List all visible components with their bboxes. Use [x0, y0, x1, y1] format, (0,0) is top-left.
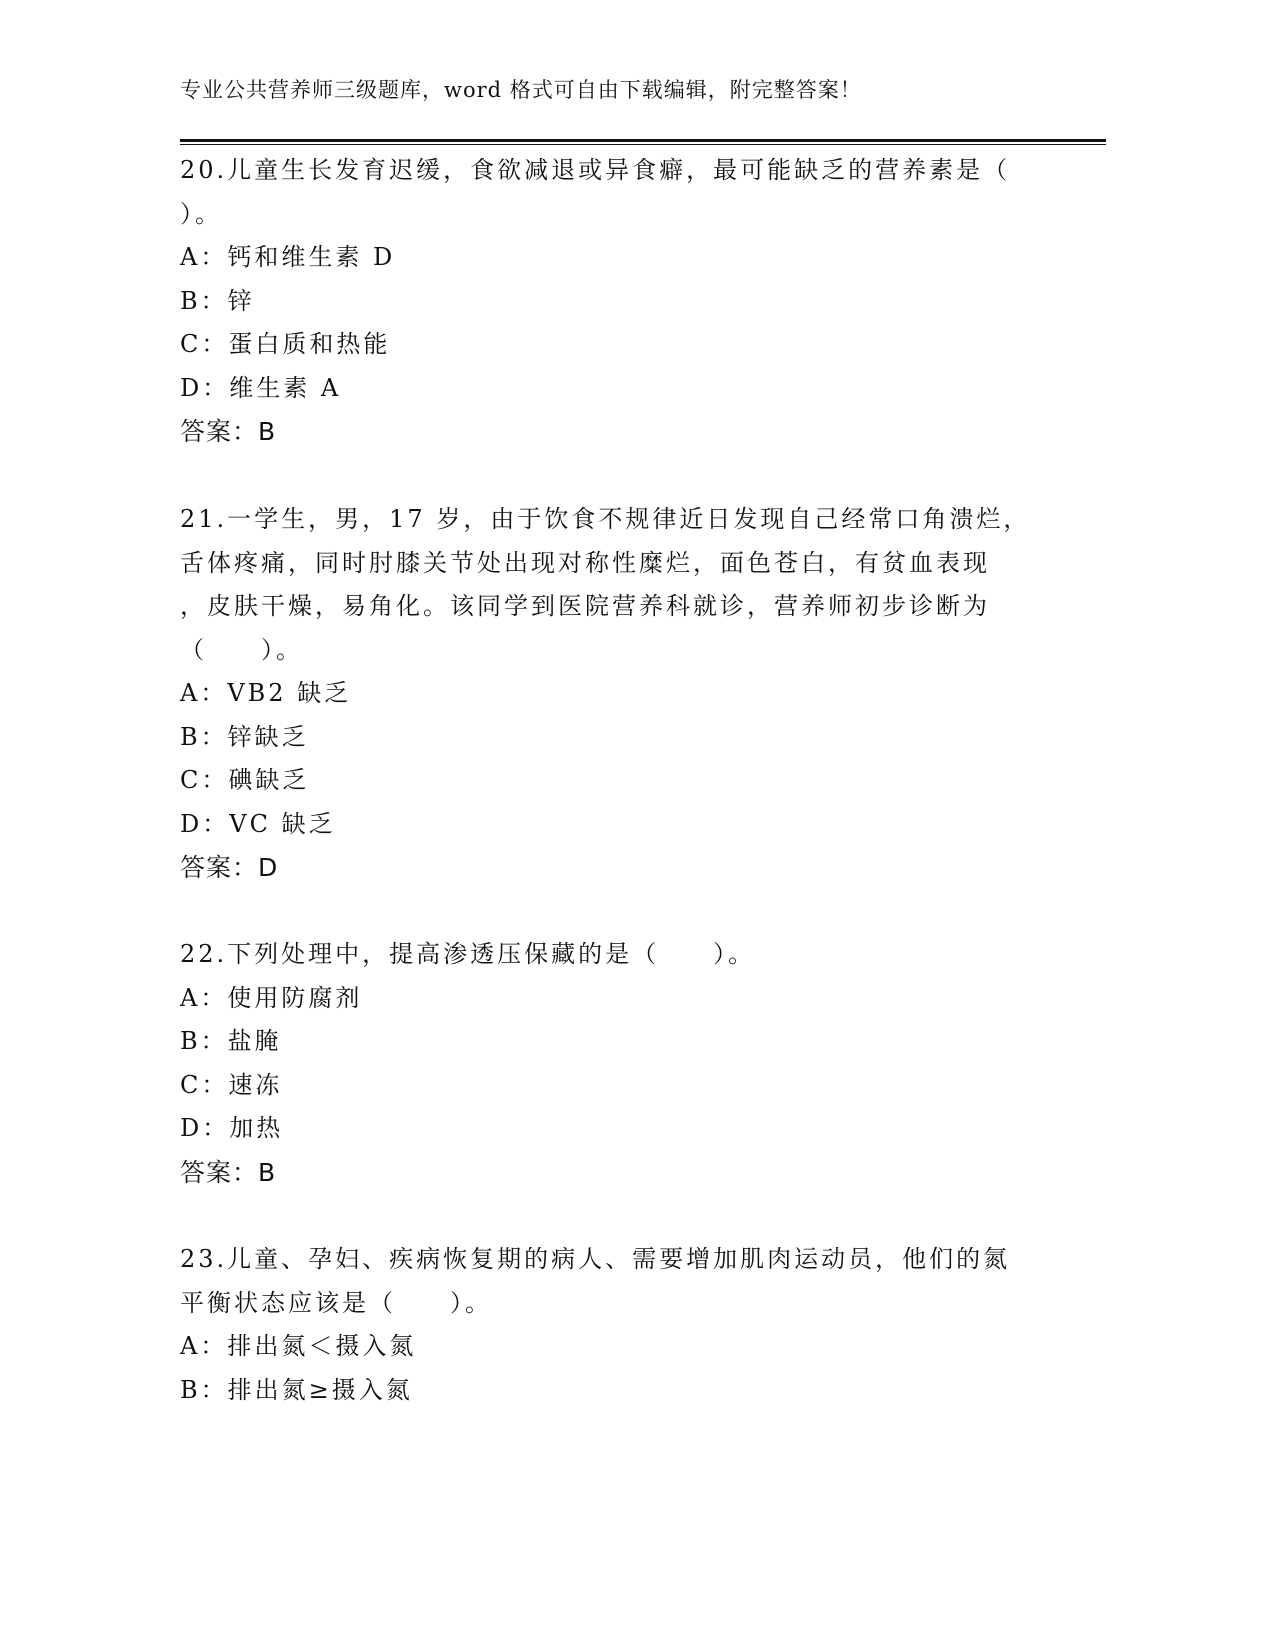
answer-line: 答案：B	[180, 417, 277, 446]
option-d: D：维生素 A	[180, 373, 342, 402]
question-stem: 21.一学生，男，17 岁，由于饮食不规律近日发现自己经常口角溃烂，	[180, 505, 1031, 533]
header-rule-thin	[180, 144, 1106, 145]
answer-line: 答案：B	[180, 1157, 277, 1187]
question-23	[180, 1238, 1080, 1412]
option-c: C：碘缺乏	[180, 766, 310, 794]
question-stem: （ ）。	[180, 635, 303, 664]
header-rule-thick	[180, 139, 1106, 142]
option-a: A：钙和维生素 D	[180, 243, 396, 271]
question-stem: 平衡状态应该是（ ）。	[180, 1288, 492, 1317]
question-stem: 舌体疼痛，同时肘膝关节处出现对称性糜烂，面色苍白，有贫血表现	[180, 548, 990, 577]
question-22	[180, 933, 1080, 1194]
question-stem: 20.儿童生长发育迟缓，食欲减退或异食癖，最可能缺乏的营养素是（	[180, 156, 1011, 184]
option-a: A：使用防腐剂	[180, 983, 363, 1012]
answer-line: 答案：D	[180, 853, 279, 882]
option-b: B：盐腌	[180, 1027, 282, 1055]
question-20	[180, 149, 1080, 454]
question-21	[180, 498, 1080, 890]
option-b: B：锌缺乏	[180, 722, 309, 751]
option-b: B：排出氮≥摄入氮	[180, 1375, 413, 1404]
option-a: A：VB2 缺乏	[180, 679, 352, 707]
question-stem: 22.下列处理中，提高渗透压保藏的是（ ）。	[180, 940, 756, 968]
option-a: A：排出氮＜摄入氮	[180, 1332, 417, 1360]
option-d: D：VC 缺乏	[180, 809, 336, 838]
question-stem: ）。	[180, 199, 222, 228]
option-d: D：加热	[180, 1114, 284, 1142]
option-c: C：速冻	[180, 1070, 283, 1099]
question-stem: ，皮肤干燥，易角化。该同学到医院营养科就诊，营养师初步诊断为	[180, 592, 990, 620]
page-header: 专业公共营养师三级题库，word 格式可自由下载编辑，附完整答案！	[180, 78, 862, 102]
option-c: C：蛋白质和热能	[180, 330, 391, 358]
question-stem: 23.儿童、孕妇、疾病恢复期的病人、需要增加肌肉运动员，他们的氮	[180, 1245, 1011, 1273]
option-b: B：锌	[180, 286, 255, 315]
